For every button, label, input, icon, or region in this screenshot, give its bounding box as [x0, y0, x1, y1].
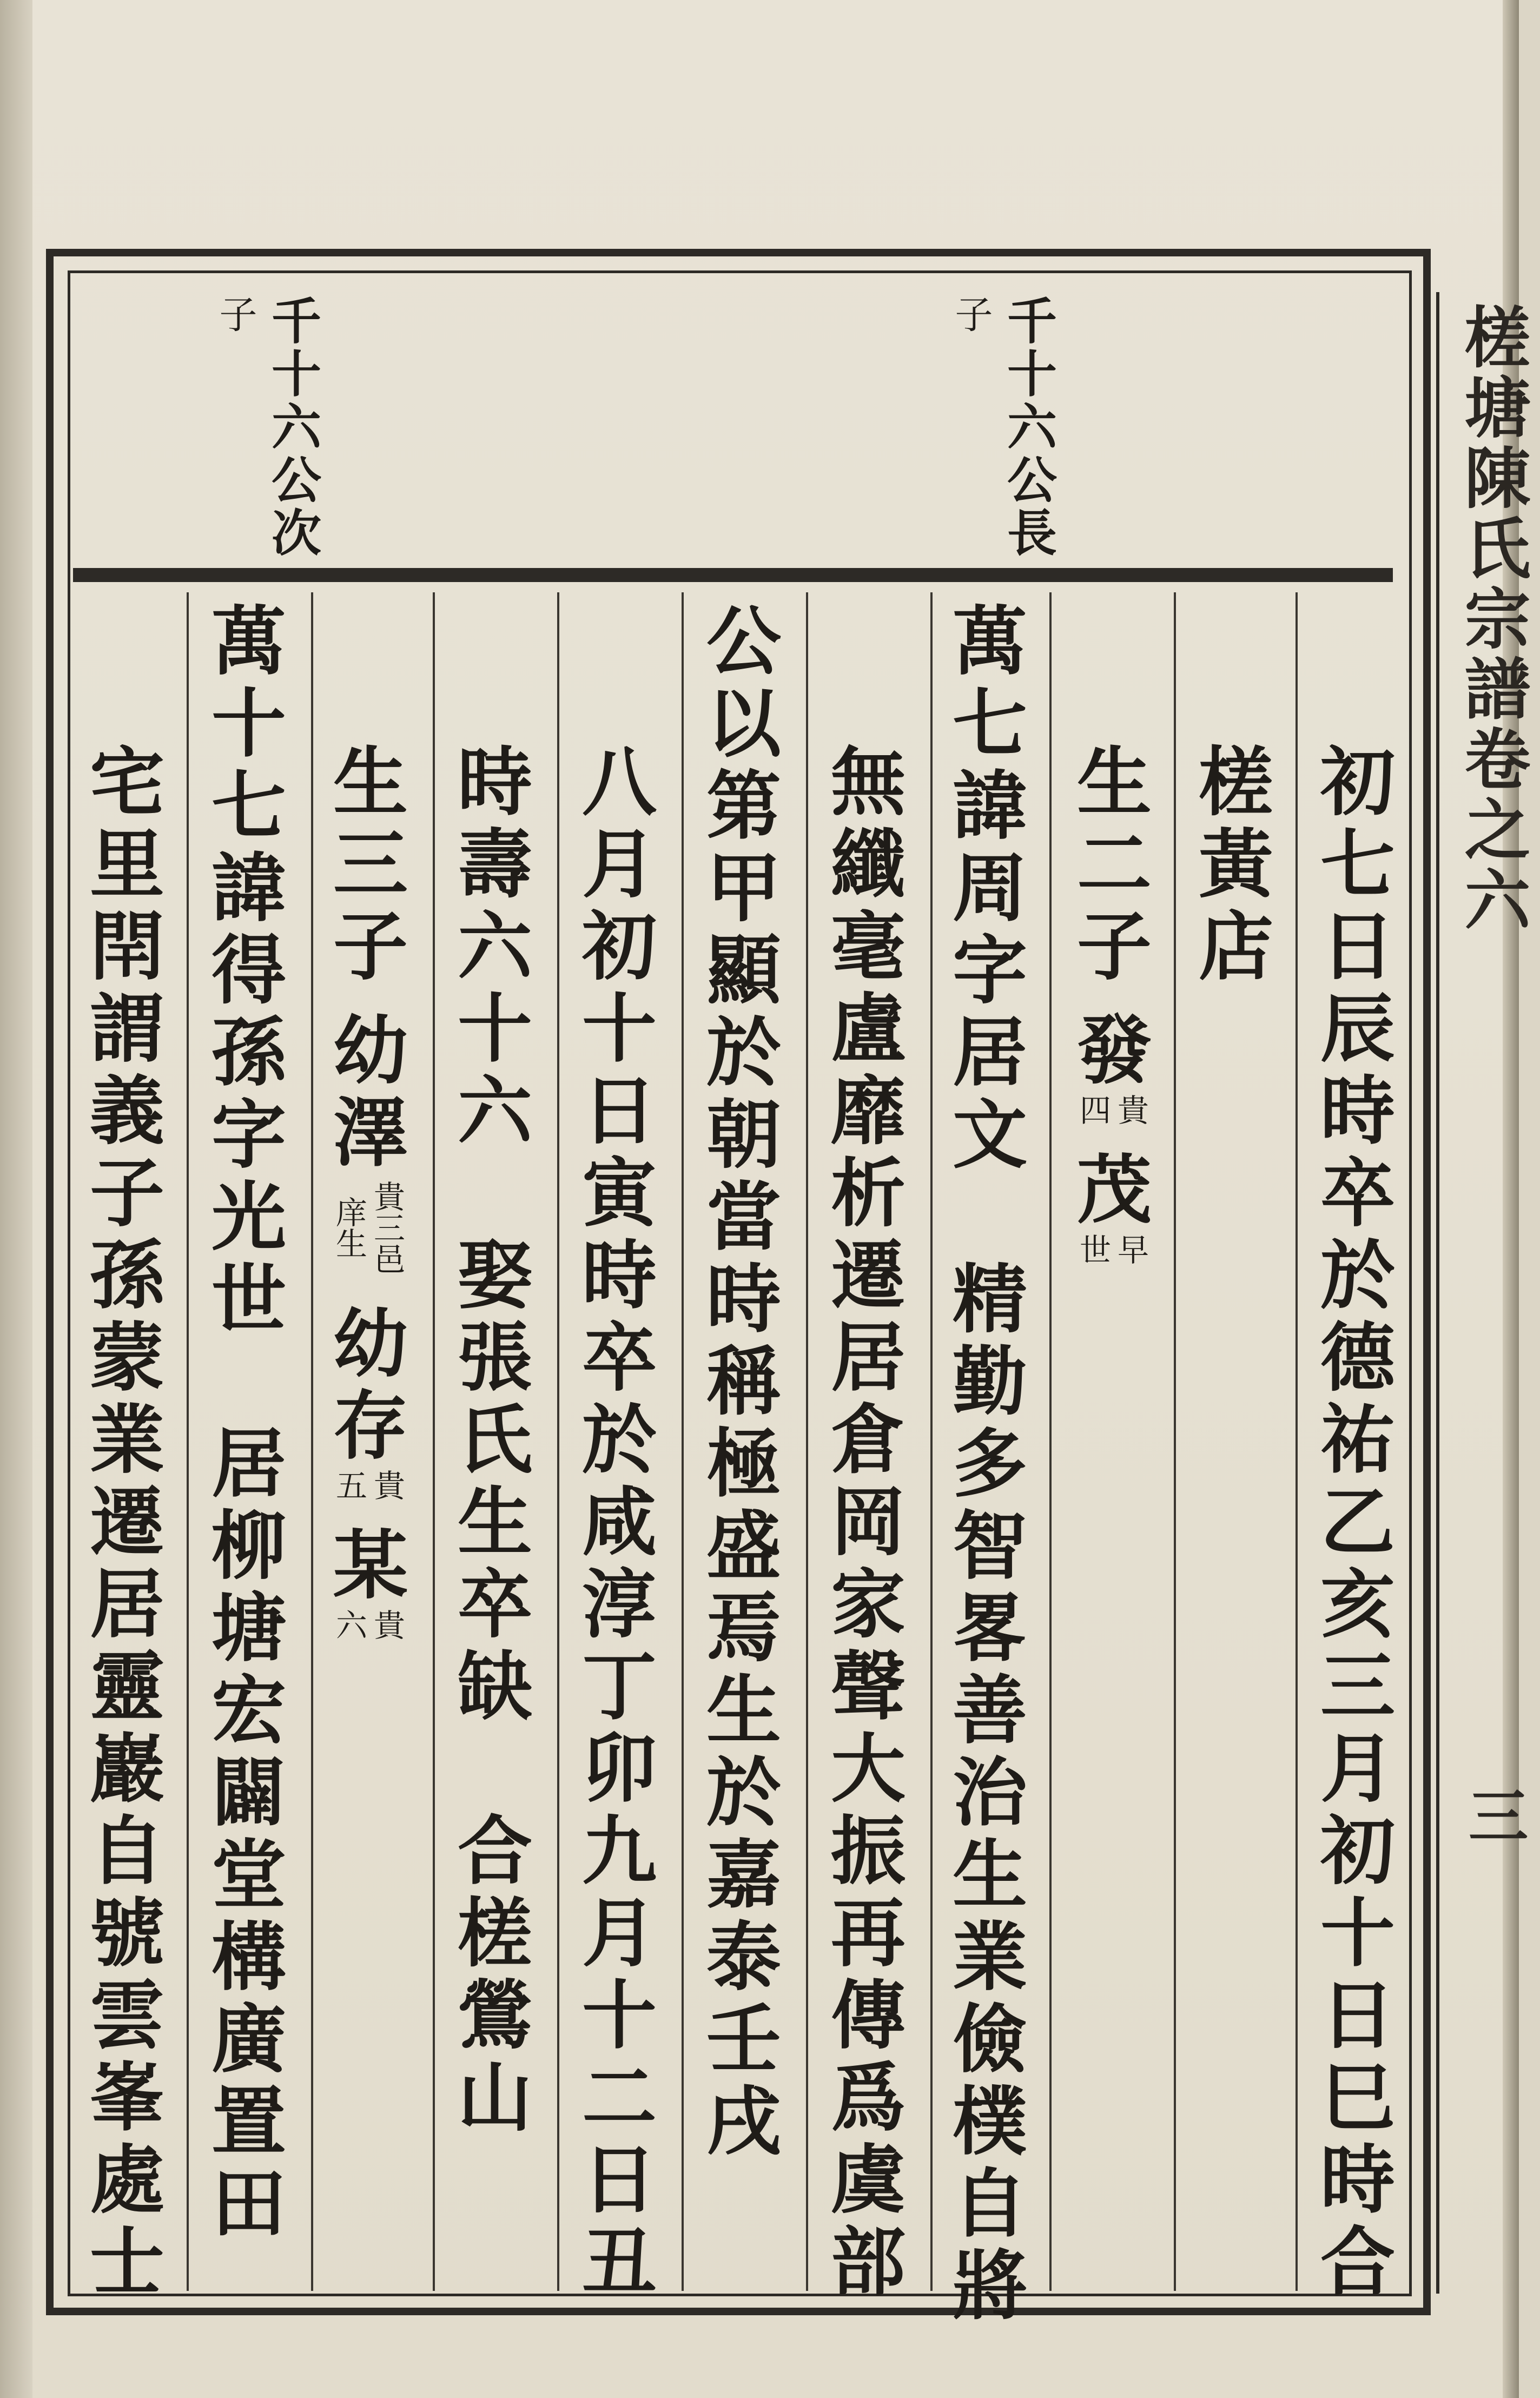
column-char: 合 [457, 1807, 532, 1895]
header-divider [73, 568, 1393, 582]
column-char: 壽 [457, 820, 532, 908]
column-char: 戌 [706, 2077, 781, 2165]
column-char: 丁 [581, 1642, 657, 1730]
column-char: 祐 [1320, 1396, 1395, 1484]
column-char: 遷 [89, 1478, 164, 1566]
column-char: 日 [581, 2136, 657, 2224]
column-char: 部 [830, 2218, 906, 2306]
column-char: 卒 [1320, 1149, 1395, 1237]
column-char: 生 [457, 1478, 532, 1566]
column-char: 無 [830, 738, 906, 826]
column-char: 岡 [830, 1478, 906, 1566]
column-char: 於 [581, 1396, 657, 1484]
column-char: 文 [952, 1091, 1027, 1179]
column-char: 廣 [211, 1995, 286, 2083]
column-char: 世 [211, 1255, 286, 1343]
column-char: 六 [457, 1067, 532, 1155]
column-char: 爲 [830, 2053, 906, 2142]
column-char: 萬 [211, 597, 286, 685]
column-char: 日 [1320, 902, 1395, 990]
column-char: 丑 [581, 2218, 657, 2306]
column-char: 以 [706, 679, 781, 768]
column-char: 鶯 [457, 1971, 532, 2059]
annotation-group [1074, 1006, 1155, 1127]
text-column [1317, 738, 1398, 2306]
column-char: 周 [952, 844, 1027, 932]
column-char: 卒 [581, 1313, 657, 1402]
annotation-group [330, 1299, 411, 1503]
annotation-main-char: 幼 [333, 1006, 408, 1094]
column-char: 子 [89, 1149, 164, 1237]
column-char: 字 [211, 1091, 286, 1179]
column-char: 朝 [706, 1091, 781, 1179]
column-char: 壬 [706, 1995, 781, 2083]
column-char: 峯 [89, 2053, 164, 2142]
annotation-main-char: 發 [1076, 1006, 1152, 1094]
column-char: 孫 [211, 1008, 286, 1096]
column-char: 缺 [457, 1642, 532, 1730]
column-char: 十 [581, 985, 657, 1073]
header-note-left: 千十六公次 [263, 295, 322, 560]
column-char: 卯 [581, 1725, 657, 1813]
column-char: 山 [457, 2053, 532, 2142]
column-char: 號 [89, 1889, 164, 1977]
column-char: 虞 [830, 2136, 906, 2224]
column-char: 居 [830, 1313, 906, 1402]
column-char: 當 [706, 1173, 781, 1261]
column-char: 光 [211, 1173, 286, 1261]
column-char: 里 [89, 820, 164, 908]
column-char: 巖 [89, 1725, 164, 1813]
column-char: 咸 [581, 1478, 657, 1566]
header-note-right-sub: 子 [949, 295, 993, 333]
column-char: 諱 [211, 844, 286, 932]
column-char: 六 [457, 902, 532, 990]
column-char: 店 [1198, 902, 1273, 990]
column-char: 靈 [89, 1642, 164, 1730]
column-char: 極 [706, 1419, 781, 1508]
column-char: 倉 [830, 1396, 906, 1484]
text-column [949, 597, 1030, 2330]
column-char: 三 [1320, 1642, 1395, 1730]
column-char: 雲 [89, 1971, 164, 2059]
column-char: 乙 [1320, 1478, 1395, 1566]
annotation-note: 貴五 [331, 1469, 405, 1501]
column-char: 時 [581, 1231, 657, 1319]
column-char: 振 [830, 1807, 906, 1895]
text-column [87, 738, 168, 2306]
column-char: 業 [952, 1913, 1027, 2001]
column-char: 家 [830, 1560, 906, 1648]
column-char: 畧 [952, 1584, 1027, 1672]
page-number: 三 [1459, 1785, 1529, 1845]
column-char: 遷 [830, 1231, 906, 1319]
column-char: 子 [333, 902, 408, 990]
header-note-left-sub: 子 [213, 295, 257, 333]
column-char: 盛 [706, 1502, 781, 1590]
column-char: 多 [952, 1419, 1027, 1508]
column-char: 卒 [457, 1560, 532, 1648]
column-char [208, 1340, 289, 1423]
text-column [208, 597, 289, 2248]
column-char: 業 [89, 1396, 164, 1484]
text-column [330, 738, 411, 1642]
column-char: 張 [457, 1313, 532, 1402]
column-rule [557, 592, 559, 2291]
column-char: 靡 [830, 1067, 906, 1155]
column-char: 孫 [89, 1231, 164, 1319]
column-char: 樸 [952, 2077, 1027, 2165]
annotation-note: 貴四 [1074, 1094, 1149, 1125]
column-char: 宏 [211, 1666, 286, 1754]
column-char: 三 [333, 820, 408, 908]
column-char: 初 [1320, 1807, 1395, 1895]
column-char: 諱 [952, 762, 1027, 850]
column-char: 巳 [1320, 2053, 1395, 2142]
column-rule [930, 592, 933, 2291]
column-char: 初 [581, 902, 657, 990]
column-char: 居 [89, 1560, 164, 1648]
text-column [1195, 738, 1277, 990]
column-char [949, 1176, 1030, 1258]
column-char [454, 1728, 536, 1810]
spine-title: 槎塘陳氏宗譜卷之六 [1453, 303, 1531, 936]
annotation-main-char: 幼 [333, 1299, 408, 1388]
column-char: 居 [211, 1419, 286, 1508]
column-char: 日 [1320, 1971, 1395, 2059]
column-char: 時 [1320, 1067, 1395, 1155]
column-char: 七 [211, 762, 286, 850]
column-char: 寅 [581, 1149, 657, 1237]
column-char: 大 [830, 1725, 906, 1813]
column-char: 析 [830, 1149, 906, 1237]
column-char: 閈 [89, 902, 164, 990]
annotation-note: 貴六 [331, 1609, 405, 1640]
column-char: 稱 [706, 1337, 781, 1425]
column-char: 甲 [706, 844, 781, 932]
column-char: 堂 [211, 1831, 286, 1919]
column-char: 十 [211, 679, 286, 768]
text-column [454, 738, 536, 2142]
column-char: 得 [211, 926, 286, 1014]
column-char: 治 [952, 1748, 1027, 1837]
column-char: 謂 [89, 985, 164, 1073]
column-char: 月 [1320, 1725, 1395, 1813]
column-char: 月 [581, 1889, 657, 1977]
column-char: 善 [952, 1666, 1027, 1754]
column-char: 生 [1076, 738, 1152, 826]
column-char: 時 [1320, 2136, 1395, 2224]
column-char: 纖 [830, 820, 906, 908]
column-char: 於 [706, 1748, 781, 1837]
column-char: 槎 [457, 1889, 532, 1977]
annotation-note: 貴三邑庠生 [331, 1180, 405, 1274]
annotation-group [1074, 1146, 1155, 1267]
column-char: 自 [952, 2159, 1027, 2248]
column-char: 於 [706, 1008, 781, 1096]
column-char: 九 [581, 1807, 657, 1895]
column-char: 柳 [211, 1502, 286, 1590]
column-rule [1296, 592, 1298, 2291]
column-char: 娶 [457, 1231, 532, 1319]
column-char: 蒙 [89, 1313, 164, 1402]
column-char: 泰 [706, 1913, 781, 2001]
column-char: 初 [1320, 738, 1395, 826]
column-char: 毫 [830, 902, 906, 990]
column-char: 月 [581, 820, 657, 908]
column-char: 二 [1076, 820, 1152, 908]
column-char: 塘 [211, 1584, 286, 1672]
page-gutter [0, 0, 32, 2398]
column-rule [187, 592, 189, 2291]
column-char: 智 [952, 1502, 1027, 1590]
column-char: 公 [706, 597, 781, 685]
column-rule [1174, 592, 1176, 2291]
column-char: 八 [581, 738, 657, 826]
column-char: 闢 [211, 1748, 286, 1837]
column-char: 再 [830, 1889, 906, 1977]
column-char: 自 [89, 1807, 164, 1895]
column-rule [682, 592, 684, 2291]
column-char: 義 [89, 1067, 164, 1155]
annotation-group [330, 1521, 411, 1642]
column-char: 置 [211, 2077, 286, 2165]
column-char: 槎 [1198, 738, 1273, 826]
column-char: 字 [952, 926, 1027, 1014]
column-char: 生 [952, 1831, 1027, 1919]
column-char: 黃 [1198, 820, 1273, 908]
column-char: 生 [706, 1666, 781, 1754]
column-char: 第 [706, 762, 781, 850]
column-char: 十 [1320, 1889, 1395, 1977]
text-column [1074, 738, 1155, 1267]
column-char: 萬 [952, 597, 1027, 685]
column-char: 構 [211, 1913, 286, 2001]
column-char: 七 [1320, 820, 1395, 908]
column-rule [311, 592, 313, 2291]
column-char: 勤 [952, 1337, 1027, 1425]
column-char: 十 [457, 985, 532, 1073]
annotation-main-char: 茂 [1076, 1146, 1152, 1234]
text-column [703, 597, 784, 2165]
column-char: 嘉 [706, 1831, 781, 1919]
column-rule [433, 592, 435, 2291]
column-char: 顯 [706, 926, 781, 1014]
column-char: 居 [952, 1008, 1027, 1096]
annotation-main-char: 存 [333, 1382, 408, 1470]
column-char: 氏 [457, 1396, 532, 1484]
column-char: 生 [333, 738, 408, 826]
column-char: 亥 [1320, 1560, 1395, 1648]
column-char: 田 [211, 2159, 286, 2248]
column-char: 傳 [830, 1971, 906, 2059]
column-char: 合 [1320, 2218, 1395, 2306]
annotation-group [330, 1006, 411, 1281]
annotation-main-char: 澤 [333, 1088, 408, 1177]
text-column [579, 738, 660, 2306]
header-note-right: 千十六公長 [999, 295, 1057, 560]
column-char: 焉 [706, 1584, 781, 1672]
column-char: 二 [581, 2053, 657, 2142]
column-char: 時 [457, 738, 532, 826]
column-char: 日 [581, 1067, 657, 1155]
annotation-main-char: 某 [333, 1521, 408, 1609]
column-char: 七 [952, 679, 1027, 768]
column-char: 將 [952, 2242, 1027, 2330]
column-char: 淳 [581, 1560, 657, 1648]
column-char [454, 1152, 536, 1234]
column-char: 儉 [952, 1995, 1027, 2083]
column-char: 精 [952, 1255, 1027, 1343]
column-char: 時 [706, 1255, 781, 1343]
column-char: 子 [1076, 902, 1152, 990]
column-rule [1049, 592, 1052, 2291]
column-char: 德 [1320, 1313, 1395, 1402]
column-char: 處 [89, 2136, 164, 2224]
annotation-note: 早世 [1074, 1233, 1149, 1265]
column-char: 盧 [830, 985, 906, 1073]
column-rule [806, 592, 808, 2291]
column-char: 聲 [830, 1642, 906, 1730]
column-char: 宅 [89, 738, 164, 826]
column-char: 辰 [1320, 985, 1395, 1073]
column-char: 十 [581, 1971, 657, 2059]
column-char: 於 [1320, 1231, 1395, 1319]
column-char: 士 [89, 2218, 164, 2306]
text-column [828, 738, 909, 2306]
